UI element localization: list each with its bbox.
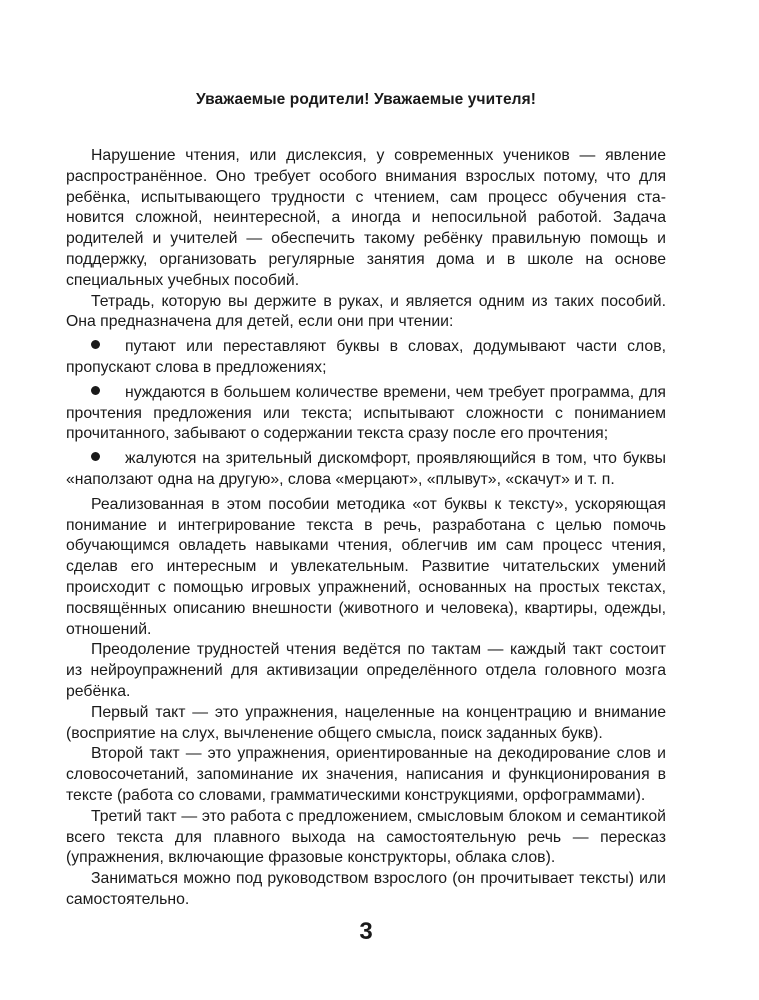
list-item-text: путают или переставляют буквы в словах, додумывают части слов, пропускают слова в предложениях; [66, 338, 666, 376]
bullet-icon [91, 340, 100, 349]
list-item [66, 449, 666, 491]
paragraph: Нарушение чтения, или дислексия, у современных учеников — явление распространённое. Оно требует особого внимания взрослых потому, что для ребёнка, испытывающего трудности с чтением, сам процесс обучения становится сложной, неинтересной, а иногда и непосильной работой. Задача родителей и учителей — обеспечить такому ребёнку правильную помощь и поддержку, организовать регулярные занятия дома и в школе на основе специальных учебных пособий. [66, 147, 666, 289]
list-item-text: нуждаются в большем количестве времени, чем требует программа, для прочтения предложения или текста; испытывают сложности с пониманием прочитанного, забывают о содержании текста сразу после его прочтения; [66, 383, 666, 443]
paragraph: Реализованная в этом пособии методика «от буквы к тексту», ускоряющая понимание и интегрирование текста в речь, разработана с целью помочь обучающимся овладеть навыками чтения, облегчив им сам процесс чтения, сделав его интересным и увлекательным. Развитие читательских умений происходит с помощью игровых упражнений, основанных на простых текстах, посвящённых описанию внешности (животного и человека), квартиры, одежды, отношений. [66, 495, 666, 638]
paragraph: Тетрадь, которую вы держите в руках, и является одним из таких пособий. Она предназначена для детей, если они при чтении: [66, 292, 666, 331]
list-item-text: жалуются на зрительный дискомфорт, проявляющийся в том, что буквы «наползают одна на другую», слова «мерцают», «плывут», «скачут» и т. п. [66, 450, 666, 488]
paragraph: Заниматься можно под руководством взрослого (он прочитывает тексты) или самостоятельно. [66, 870, 666, 908]
bullet-icon [91, 386, 100, 395]
paragraph: Второй такт — это упражнения, ориентированные на декодирование слов и словосочетаний, запоминание их значения, написания и функционирования в тексте (работа со словами, грамматическими конструкциями, орфограммами). [66, 745, 666, 804]
paragraph: Преодоление трудностей чтения ведётся по тактам — каждый такт состоит из нейроупражнений для активизации определённого отдела головного мозга ребёнка. [66, 641, 666, 700]
paragraph: Первый такт — это упражнения, нацеленные на концентрацию и внимание (восприятие на слух, вычленение общего смысла, поиск заданных букв). [66, 703, 666, 742]
bullet-icon [91, 452, 100, 461]
body-text [66, 146, 666, 911]
page-number: 3 [359, 918, 373, 945]
list-item [66, 383, 666, 445]
page-title: Уважаемые родители! Уважаемые учителя! [195, 91, 537, 108]
list-item [66, 337, 666, 379]
paragraph: Третий такт — это работа с предложением, смысловым блоком и семантикой всего текста для плавного выхода на самостоятельную речь — пересказ (упражнения, включающие фразовые конструкторы, облака слов). [66, 807, 666, 867]
